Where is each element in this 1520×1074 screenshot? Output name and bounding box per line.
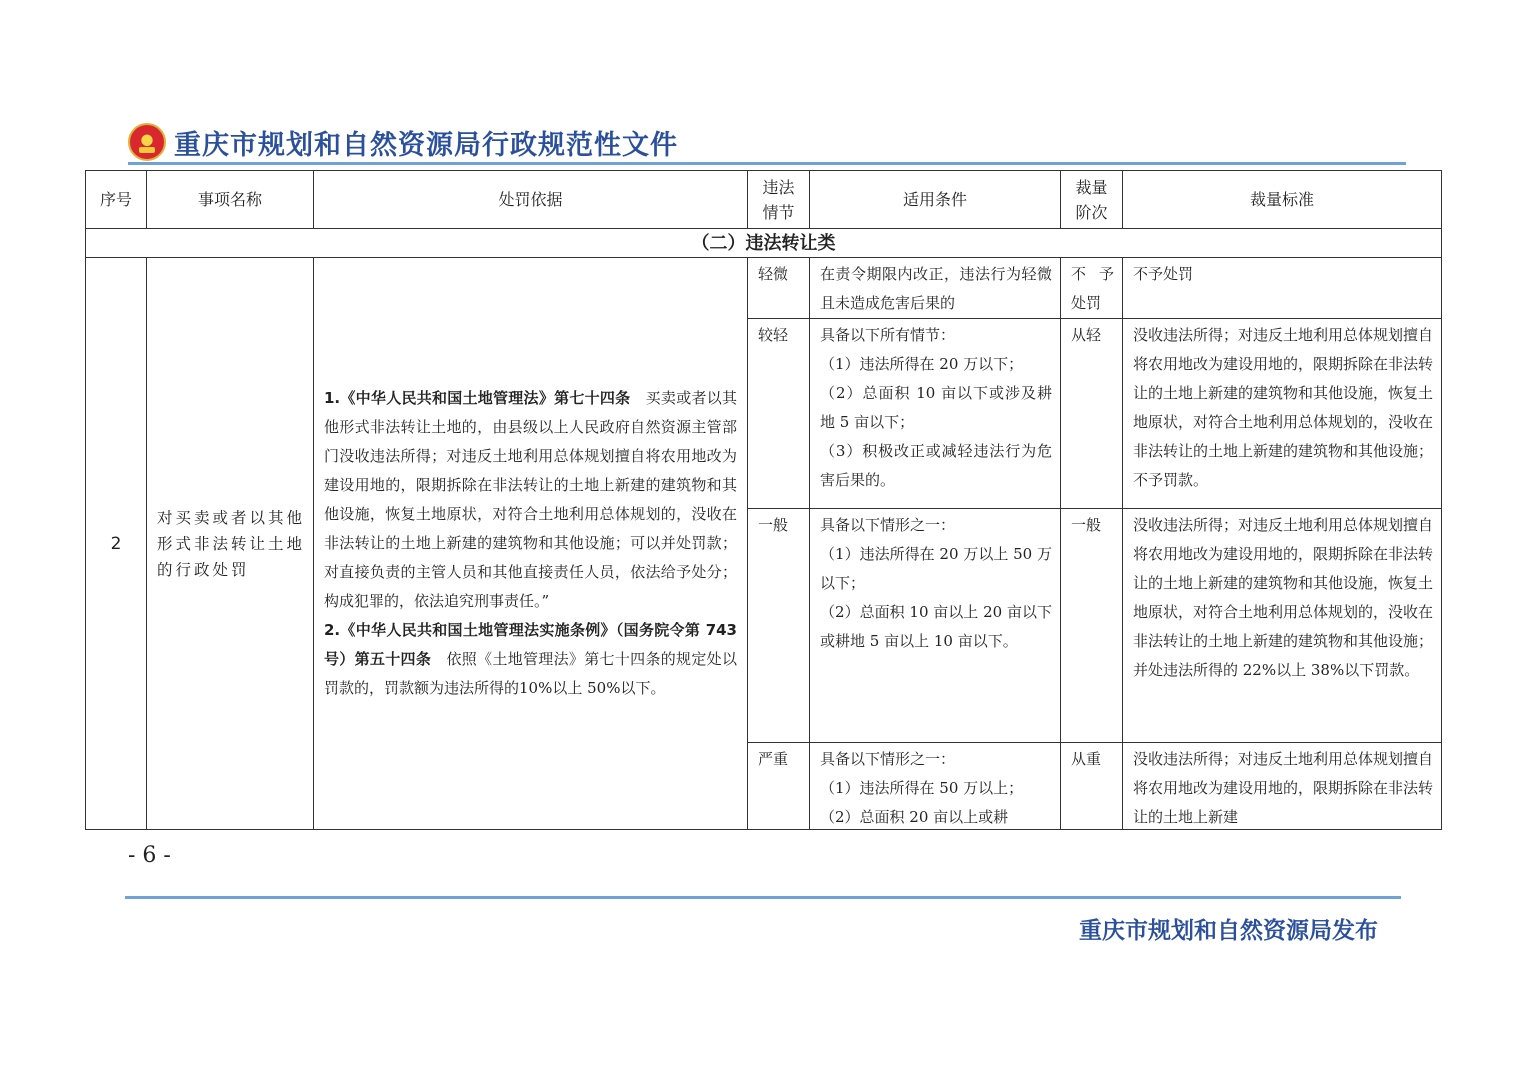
col-header-conditions: 适用条件 <box>810 171 1061 229</box>
section-title: （二）违法转让类 <box>86 229 1442 258</box>
standard-text: 没收违法所得；对违反土地利用总体规划擅自将农用地改为建设用地的，限期拆除在非法转让的土地上新建 <box>1133 750 1433 826</box>
standard-cell: 没收违法所得；对违反土地利用总体规划擅自将农用地改为建设用地的，限期拆除在非法转让的土地上新建的建筑物和其他设施，恢复土地原状，对符合土地利用总体规划的，没收在非法转让的土地上新建的建筑物和其他设施；并处违法所得的 22%以上 38%以下罚款。 <box>1123 509 1442 743</box>
condition-line: （2）总面积 10 亩以上 20 亩以下或耕地 5 亩以上 10 亩以下。 <box>820 603 1052 650</box>
condition-line: 在责令期限内改正，违法行为轻微且未造成危害后果的 <box>820 265 1052 312</box>
col-header-name: 事项名称 <box>147 171 314 229</box>
table-row <box>86 258 1442 319</box>
penalty-table <box>85 170 1442 830</box>
section-row <box>86 229 1442 258</box>
severity-cell: 严重 <box>748 743 810 830</box>
condition-line: 具备以下情形之一： <box>820 750 956 768</box>
conditions-cell <box>810 743 1061 830</box>
item-basis <box>314 258 748 830</box>
col-header-basis: 处罚依据 <box>314 171 748 229</box>
standard-cell <box>1123 743 1442 830</box>
condition-line: 具备以下所有情节： <box>820 326 956 344</box>
grade-cell: 不予处罚 <box>1061 258 1123 319</box>
item-seq: 2 <box>86 258 147 830</box>
item-name: 对买卖或者以其他形式非法转让土地的行政处罚 <box>147 258 314 830</box>
basis-title-1: 1.《中华人民共和国土地管理法》第七十四条 <box>324 389 631 407</box>
condition-line: （2）总面积 20 亩以上或耕 <box>820 808 1009 826</box>
grade-cell: 从重 <box>1061 743 1123 830</box>
col-header-severity: 违法情节 <box>748 171 810 229</box>
standard-cell: 没收违法所得；对违反土地利用总体规划擅自将农用地改为建设用地的，限期拆除在非法转让的土地上新建的建筑物和其他设施，恢复土地原状，对符合土地利用总体规划的，没收在非法转让的土地上新建的建筑物和其他设施；不予罚款。 <box>1123 319 1442 509</box>
national-emblem-icon <box>128 123 166 161</box>
condition-line: （2）总面积 10 亩以下或涉及耕地 5 亩以下； <box>820 384 1052 431</box>
table-header-row <box>86 171 1442 229</box>
conditions-cell <box>810 319 1061 509</box>
basis-text-2: 依照《土地管理法》第七十四条的规定处以罚款的，罚款额为违法所得的10%以上 50%以下。 <box>324 650 737 697</box>
standard-cell: 不予处罚 <box>1123 258 1442 319</box>
basis-text-1: 买卖或者以其他形式非法转让土地的，由县级以上人民政府自然资源主管部门没收违法所得；对违反土地利用总体规划擅自将农用地改为建设用地的，限期拆除在非法转让的土地上新建的建筑物和其他设施，恢复土地原状，对符合土地利用总体规划的，没收在非法转让的土地上新建的建筑物和其他设施；可以并处罚款；对直接负责的主管人员和其他直接责任人员，依法给予处分；构成犯罪的，依法追究刑事责任。” <box>324 389 737 610</box>
col-header-grade: 裁量阶次 <box>1061 171 1123 229</box>
condition-line: （1）违法所得在 20 万以下； <box>820 355 1024 373</box>
footer-publisher: 重庆市规划和自然资源局发布 <box>1079 918 1378 944</box>
condition-line: （3）积极改正或减轻违法行为危害后果的。 <box>820 442 1052 489</box>
condition-line: （1）违法所得在 50 万以上； <box>820 779 1024 797</box>
col-header-seq: 序号 <box>86 171 147 229</box>
basis-title-2: 2.《中华人民共和国土地管理法实施条例》（国务院令第 743 号）第五十四条 <box>324 621 737 668</box>
col-header-standard: 裁量标准 <box>1123 171 1442 229</box>
severity-cell: 较轻 <box>748 319 810 509</box>
condition-line: （1）违法所得在 20 万以上 50 万以下； <box>820 545 1052 592</box>
document-header <box>128 120 678 164</box>
conditions-cell <box>810 509 1061 743</box>
severity-cell: 一般 <box>748 509 810 743</box>
conditions-cell <box>810 258 1061 319</box>
grade-cell: 一般 <box>1061 509 1123 743</box>
page-number: - 6 - <box>128 843 171 868</box>
header-title: 重庆市规划和自然资源局行政规范性文件 <box>174 129 678 161</box>
condition-line: 具备以下情形之一： <box>820 516 956 534</box>
footer-rule <box>125 896 1401 899</box>
grade-cell: 从轻 <box>1061 319 1123 509</box>
severity-cell: 轻微 <box>748 258 810 319</box>
header-rule <box>128 162 1406 165</box>
